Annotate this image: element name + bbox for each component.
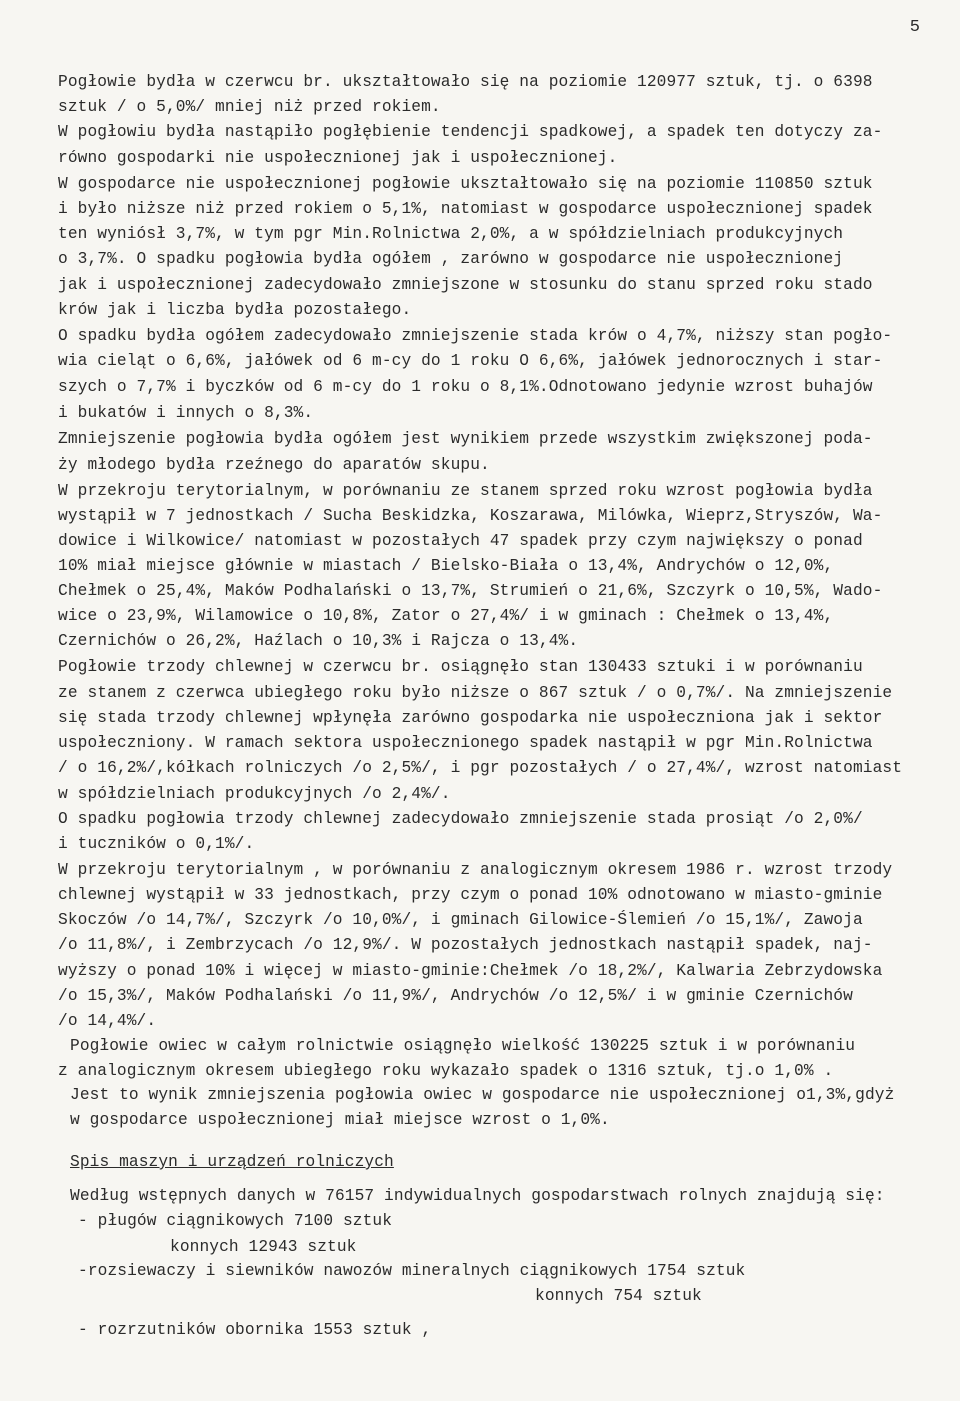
text-line: się stada trzody chlewnej wpłynęła zarówno gospodarka nie uspołeczniona jak i sektor — [58, 709, 883, 727]
text-line: Skoczów /o 14,7%/, Szczyrk /o 10,0%/, i gminach Gilowice-Ślemień /o 15,1%/, Zawoja — [58, 911, 863, 929]
text-line: / o 16,2%/,kółkach rolniczych /o 2,5%/, i pgr pozostałych / o 27,4%/, wzrost natomiast — [58, 759, 903, 777]
list-item: - rozrzutników obornika 1553 sztuk , — [78, 1321, 432, 1339]
text-line: krów jak i liczba bydła pozostałego. — [58, 301, 412, 319]
text-line: Pogłowie owiec w całym rolnictwie osiągnęło wielkość 130225 sztuk i w porównaniu — [70, 1037, 856, 1055]
text-line: uspołeczniony. W ramach sektora uspołecznionego spadek nastąpił w pgr Min.Rolnictwa — [58, 734, 873, 752]
text-line: jak i uspołecznionej zadecydowało zmniejszone w stosunku do stanu sprzed roku stado — [58, 276, 873, 294]
list-item: konnych 754 sztuk — [535, 1287, 702, 1305]
page-number: 5 — [909, 18, 920, 37]
text-line: z analogicznym okresem ubiegłego roku wykazało spadek o 1316 sztuk, tj.o 1,0% . — [58, 1062, 834, 1080]
text-line: i było niższe niż przed rokiem o 5,1%, natomiast w gospodarce uspołecznionej spadek — [58, 200, 873, 218]
text-line: /o 14,4%/. — [58, 1012, 157, 1030]
list-item: konnych 12943 sztuk — [170, 1238, 357, 1256]
text-line: W pogłowiu bydła nastąpiło pogłębienie tendencji spadkowej, a spadek ten dotyczy za- — [58, 123, 883, 141]
text-line: chlewnej wystąpił w 33 jednostkach, przy czym o ponad 10% odnotowano w miasto-gminie — [58, 886, 883, 904]
text-line: ży młodego bydła rzeźnego do aparatów skupu. — [58, 456, 490, 474]
text-line: o 3,7%. O spadku pogłowia bydła ogółem , zarówno w gospodarce nie uspołecznionej — [58, 250, 844, 268]
text-line: Według wstępnych danych w 76157 indywidualnych gospodarstwach rolnych znajdują się: — [70, 1187, 885, 1205]
text-line: /o 15,3%/, Maków Podhalański /o 11,9%/, Andrychów /o 12,5%/ i w gminie Czernichów — [58, 987, 853, 1005]
text-line: ze stanem z czerwca ubiegłego roku było niższe o 867 sztuk / o 0,7%/. Na zmniejszenie — [58, 684, 893, 702]
text-line: Pogłowie bydła w czerwcu br. ukształtowało się na poziomie 120977 sztuk, tj. o 6398 — [58, 73, 873, 91]
section-heading: Spis maszyn i urządzeń rolniczych — [70, 1153, 394, 1171]
text-line: w gospodarce uspołecznionej miał miejsce wzrost o 1,0%. — [70, 1111, 610, 1129]
text-line: 10% miał miejsce głównie w miastach / Bielsko-Biała o 13,4%, Andrychów o 12,0%, — [58, 557, 834, 575]
text-line: i bukatów i innych o 8,3%. — [58, 404, 314, 422]
text-line: wystąpił w 7 jednostkach / Sucha Beskidzka, Koszarawa, Milówka, Wieprz,Stryszów, Wa- — [58, 507, 883, 525]
text-line: O spadku pogłowia trzody chlewnej zadecydowało zmniejszenie stada prosiąt /o 2,0%/ — [58, 810, 863, 828]
text-line: Jest to wynik zmniejszenia pogłowia owiec w gospodarce nie uspołecznionej o1,3%,gdyż — [70, 1086, 895, 1104]
text-line: Chełmek o 25,4%, Maków Podhalański o 13,7%, Strumień o 21,6%, Szczyrk o 10,5%, Wado- — [58, 582, 883, 600]
text-line: sztuk / o 5,0%/ mniej niż przed rokiem. — [58, 98, 441, 116]
text-line: wice o 23,9%, Wilamowice o 10,8%, Zator o 27,4%/ i w gminach : Chełmek o 13,4%, — [58, 607, 834, 625]
text-line: w spółdzielniach produkcyjnych /o 2,4%/. — [58, 785, 451, 803]
text-line: O spadku bydła ogółem zadecydowało zmniejszenie stada krów o 4,7%, niższy stan pogło- — [58, 327, 893, 345]
text-line: W gospodarce nie uspołecznionej pogłowie ukształtowało się na poziomie 110850 sztuk — [58, 175, 873, 193]
text-line: szych o 7,7% i byczków od 6 m-cy do 1 roku o 8,1%.Odnotowano jedynie wzrost buhajów — [58, 378, 873, 396]
text-line: Pogłowie trzody chlewnej w czerwcu br. osiągnęło stan 130433 sztuki i w porównaniu — [58, 658, 863, 676]
text-line: W przekroju terytorialnym, w porównaniu ze stanem sprzed roku wzrost pogłowia bydła — [58, 482, 873, 500]
list-item: -rozsiewaczy i siewników nawozów mineralnych ciągnikowych 1754 sztuk — [78, 1262, 746, 1280]
text-line: Zmniejszenie pogłowia bydła ogółem jest wynikiem przede wszystkim zwiększonej poda- — [58, 430, 873, 448]
list-item: - pługów ciągnikowych 7100 sztuk — [78, 1212, 393, 1230]
text-line: Czernichów o 26,2%, Haźlach o 10,3% i Rajcza o 13,4%. — [58, 632, 579, 650]
text-line: /o 11,8%/, i Zembrzycach /o 12,9%/. W pozostałych jednostkach nastąpił spadek, naj- — [58, 936, 873, 954]
text-line: wyższy o ponad 10% i więcej w miasto-gminie:Chełmek /o 18,2%/, Kalwaria Zebrzydowska — [58, 962, 883, 980]
text-line: i tuczników o 0,1%/. — [58, 835, 255, 853]
text-line: W przekroju terytorialnym , w porównaniu z analogicznym okresem 1986 r. wzrost trzody — [58, 861, 893, 879]
text-line: równo gospodarki nie uspołecznionej jak i uspołecznionej. — [58, 149, 618, 167]
text-line: dowice i Wilkowice/ natomiast w pozostałych 47 spadek przy czym największy o ponad — [58, 532, 863, 550]
text-line: ten wyniósł 3,7%, w tym pgr Min.Rolnictwa 2,0%, a w spółdzielniach produkcyjnych — [58, 225, 844, 243]
text-line: wia cieląt o 6,6%, jałówek od 6 m-cy do 1 roku O 6,6%, jałówek jednorocznych i star- — [58, 352, 883, 370]
